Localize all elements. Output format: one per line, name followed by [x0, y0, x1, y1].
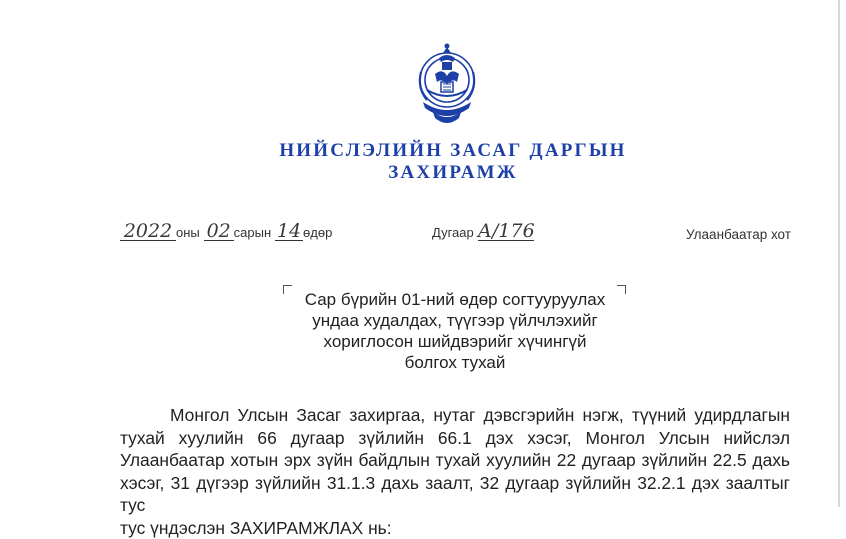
date-day: 14 [275, 222, 303, 241]
decree-body [120, 404, 790, 539]
issuer-title: НИЙСЛЭЛИЙН ЗАСАГ ДАРГЫН [0, 140, 846, 162]
body-line: Улаанбаатар хотын эрх зүйн байдлын тухай хуулийн 22 дугаар зүйлийн 22.5 дахь [120, 449, 790, 472]
date-field [120, 222, 332, 241]
body-line: хэсэг, 31 дүгээр зүйлийн 31.1.3 дахь заалт, 32 дугаар зүйлийн 32.2.1 дэх заалтыг тус [120, 472, 790, 517]
subject-line: Сар бүрийн 01-ний өдөр согтууруулах [290, 289, 620, 310]
mongolia-state-emblem-icon [413, 42, 481, 130]
subject-line: ундаа худалдах, түүгээр үйлчлэхийг [290, 310, 620, 331]
document-type: ЗАХИРАМЖ [0, 162, 846, 184]
body-line: Монгол Улсын Засаг захиргаа, нутаг дэвсгэрийн нэгж, түүний удирдлагын [120, 404, 790, 427]
body-line: тус үндэслэн ЗАХИРАМЖЛАХ нь: [120, 517, 790, 539]
page-edge [838, 0, 840, 507]
date-year-suffix: оны [176, 225, 200, 240]
city-label: Улаанбаатар хот [686, 227, 791, 242]
decree-number-value: А/176 [478, 222, 534, 241]
decree-number-field [432, 222, 534, 241]
date-month-suffix: сарын [234, 225, 271, 240]
date-year: 2022 [120, 222, 176, 241]
subject-line: болгох тухай [290, 352, 620, 373]
date-day-suffix: өдөр [303, 225, 332, 240]
subject-line: хориглосон шийдвэрийг хүчингүй [290, 331, 620, 352]
decree-subject [290, 289, 620, 373]
body-line: тухай хуулийн 66 дугаар зүйлийн 66.1 дэх хэсэг, Монгол Улсын нийслэл [120, 427, 790, 450]
date-month: 02 [204, 222, 234, 241]
decree-number-label: Дугаар [432, 225, 474, 240]
